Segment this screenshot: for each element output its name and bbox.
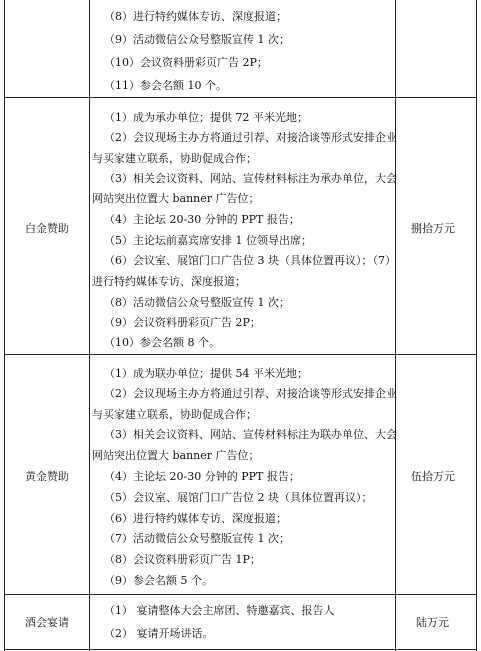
row-divider-1 — [4, 97, 477, 98]
list-item: （10）参会名额 8 个。 — [104, 336, 220, 349]
list-item: （10）会议资料册彩页广告 2P； — [104, 56, 268, 69]
list-item: （1） 宴请整体大会主席团、特邀嘉宾、报告人 — [104, 604, 335, 617]
list-item: （9）参会名额 5 个。 — [104, 574, 213, 587]
list-item: （2）会议现场主办方将通过引荐、对接洽谈等形式安排企业 — [104, 131, 397, 144]
list-item: （11）参会名额 10 个。 — [104, 79, 227, 92]
list-item: 与买家建立联系，协助促成合作； — [92, 408, 257, 421]
list-item: （8）活动微信公众号整版宣传 1 次； — [104, 296, 290, 309]
list-item: （6）进行特约媒体专访、深度报道； — [104, 512, 287, 525]
row-divider-2 — [4, 354, 477, 355]
sponsor-level-label: 白金赞助 — [25, 222, 69, 235]
list-item: （7）活动微信公众号整版宣传 1 次； — [104, 532, 290, 545]
list-item: 网站突出位置大 banner 广告位； — [92, 192, 260, 205]
list-item: （8）进行特约媒体专访、深度报道； — [104, 10, 287, 23]
list-item: （6）会议室、展馆门口广告位 3 块（具体位置再议）；（7） — [104, 254, 396, 267]
list-item: （5）主论坛前嘉宾席安排 1 位领导出席； — [104, 234, 312, 247]
list-item: （2） 宴请开场讲话。 — [104, 627, 214, 640]
list-item: （1）成为承办单位；提供 72 平米光地； — [104, 111, 308, 124]
list-item: 网站突出位置大 banner 广告位； — [92, 449, 260, 462]
list-item: （8）会议资料册彩页广告 1P； — [104, 553, 261, 566]
list-item: （4）主论坛 20-30 分钟的 PPT 报告； — [104, 470, 300, 483]
sponsor-amount: 伍拾万元 — [411, 470, 455, 483]
sponsor-level-label: 酒会宴请 — [25, 616, 69, 629]
list-item: （2）会议现场主办方将通过引荐、对接洽谈等形式安排企业 — [104, 387, 397, 400]
list-item: （1）成为联办单位；提供 54 平米光地； — [104, 367, 308, 380]
list-item: （5）会议室、展馆门口广告位 2 块（具体位置再议）； — [104, 491, 373, 504]
list-item: （3）相关会议资料、网站、宣传材料标注为承办单位，大会 — [104, 172, 397, 185]
list-item: 进行特约媒体专访、深度报道； — [92, 275, 246, 288]
table-border-bottom — [4, 649, 477, 650]
sponsor-amount: 捌拾万元 — [411, 222, 455, 235]
list-item: 与买家建立联系，协助促成合作； — [92, 152, 257, 165]
list-item: （3）相关会议资料、网站、宣传材料标注为联办单位、大会 — [104, 428, 397, 441]
sponsor-level-label: 黄金赞助 — [25, 470, 69, 483]
list-item: （9）会议资料册彩页广告 2P； — [104, 316, 261, 329]
sponsor-amount: 陆万元 — [416, 616, 449, 629]
list-item: （4）主论坛 20-30 分钟的 PPT 报告； — [104, 213, 300, 226]
list-item: （9）活动微信公众号整版宣传 1 次； — [104, 33, 290, 46]
row-divider-3 — [4, 594, 477, 595]
